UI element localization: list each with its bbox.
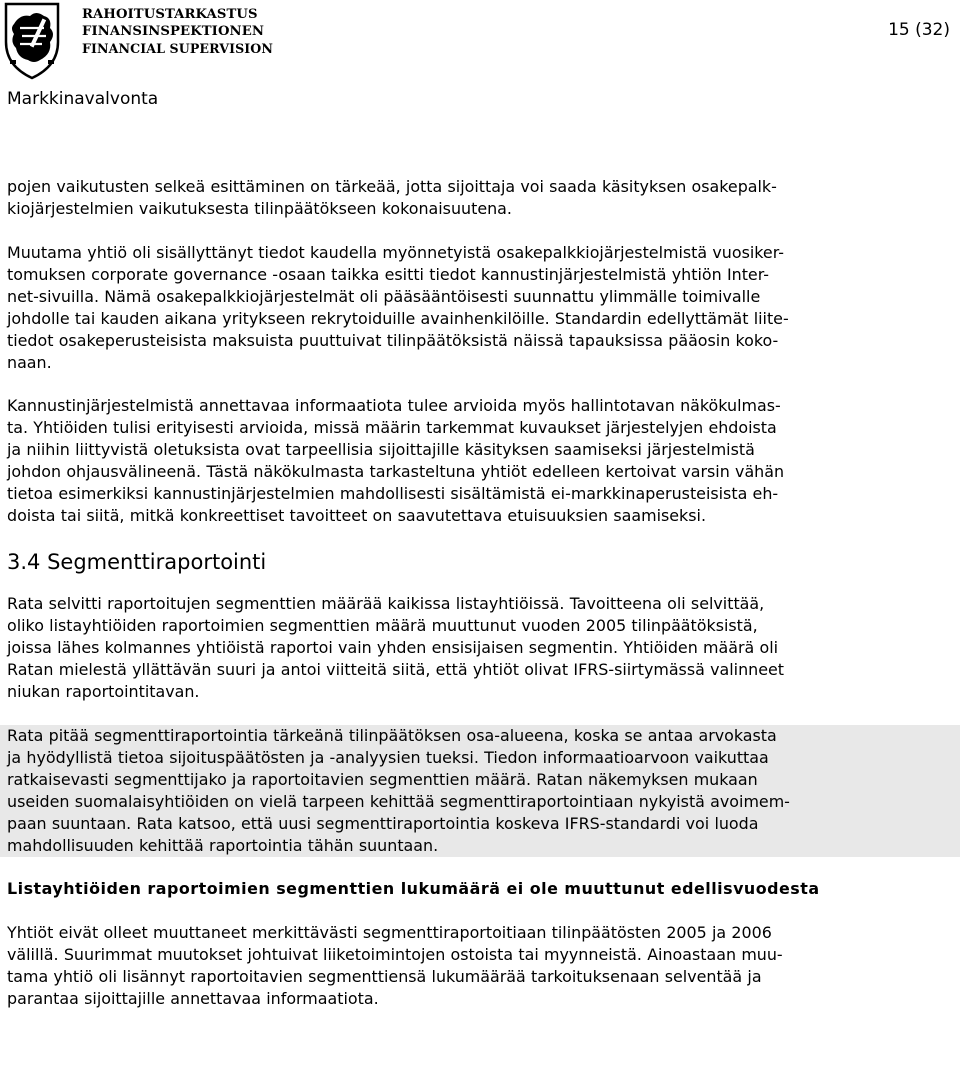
document-body	[7, 176, 953, 1010]
paragraph-6: Yhtiöt eivät olleet muuttaneet merkittävästi segmenttiraportoitiaan tilinpäätösten 2005 ja 2006 välillä. Suurimmat muutokset johtuivat liiketoimintojen ostoista tai myynneistä. Ainoastaan muu- tama yhtiö oli lisännyt raportoitavien segmenttiensä lukumäärää tarkoituksenaan selventää ja parantaa sijoittajille annettavaa informaatiota.	[7, 923, 783, 1008]
logo-line-2: FINANSINSPEKTIONEN	[82, 24, 265, 39]
logo-line-3: FINANCIAL SUPERVISION	[82, 41, 273, 56]
logo-text	[82, 6, 272, 57]
lion-crest-icon	[0, 0, 64, 80]
page-header	[0, 0, 960, 120]
highlighted-statement	[0, 725, 960, 857]
paragraph-3: Kannustinjärjestelmistä annettavaa informaatiota tulee arvioida myös hallintotavan näkökulmas- ta. Yhtiöiden tulisi erityisesti arvioida, missä määrin tarkemmat kuvaukset järjestelyjen ehdoista ja niihin liittyvistä oletuksista ovat tarpeellisia sijoittajille käsityksen saamiseksi järjestelmistä johdon ohjausvälineenä. Tästä näkökulmasta tarkasteltuna yhtiöt edelleen kertoivat varsin vähän tietoa esimerkiksi kannustinjärjestelmien mahdollisesti sisältämistä ei-markkinaperusteisista eh- doista tai siitä, mitkä konkreettiset tavoitteet on saavutettava etuisuuksien saamiseksi.	[7, 396, 785, 525]
authority-logo	[0, 0, 273, 82]
paragraph-5: Rata pitää segmenttiraportointia tärkeänä tilinpäätöksen osa-alueena, koska se antaa arvokasta ja hyödyllistä tietoa sijoituspäätösten ja -analyysien tueksi. Tiedon informaatioarvoon vaikuttaa ratkaisevasti segmenttijako ja raportoitavien segmenttien määrä. Ratan näkemyksen mukaan useiden suomalaisyhtiöiden on vielä tarpeen kehittää segmenttiraportointiaan nykyistä avoimem- paan suuntaan. Rata katsoo, että uusi segmenttiraportointia koskeva IFRS-standardi voi luoda mahdollisuuden kehittää raportointia tähän suuntaan.	[7, 726, 790, 855]
subheading: Listayhtiöiden raportoimien segmenttien lukumäärä ei ole muuttunut edellisvuodesta	[7, 879, 820, 898]
paragraph-4: Rata selvitti raportoitujen segmenttien määrää kaikissa listayhtiöissä. Tavoitteena oli selvittää, oliko listayhtiöiden raportoimien segmenttien määrä muuttunut vuoden 2005 tilinpäätöksistä, joissa lähes kolmannes yhtiöistä raportoi vain yhden ensisijaisen segmentin. Yhtiöiden määrä oli Ratan mielestä yllättävän suuri ja antoi viitteitä siitä, että yhtiöt olivat IFRS-siirtymässä valinneet niukan raportointitavan.	[7, 594, 785, 701]
section-heading: 3.4 Segmenttiraportointi	[7, 550, 267, 574]
paragraph-2: Muutama yhtiö oli sisällyttänyt tiedot kaudella myönnetyistä osakepalkkiojärjestelmistä vuosiker- tomuksen corporate governance -osaan taikka esitti tiedot kannustinjärjestelmistä yhtiön Inter- net-sivuilla. Nämä osakepalkkiojärjestelmät oli pääsääntöisesti suunnattu ylimmälle toimivalle johdolle tai kauden aikana yritykseen rekrytoiduille avainhenkilöille. Standardin edellyttämät liite- tiedot osakeperusteisista maksuista puuttuivat tilinpäätöksistä näissä tapauksissa pääosin koko- naan.	[7, 243, 789, 372]
department-label: Markkinavalvonta	[7, 89, 159, 109]
page-number: 15 (32)	[888, 20, 950, 40]
logo-line-1: RAHOITUSTARKASTUS	[82, 7, 258, 22]
paragraph-1: pojen vaikutusten selkeä esittäminen on tärkeää, jotta sijoittaja voi saada käsityksen osakepalk- kiojärjestelmien vaikutuksesta tilinpäätökseen kokonaisuutena.	[7, 177, 777, 218]
